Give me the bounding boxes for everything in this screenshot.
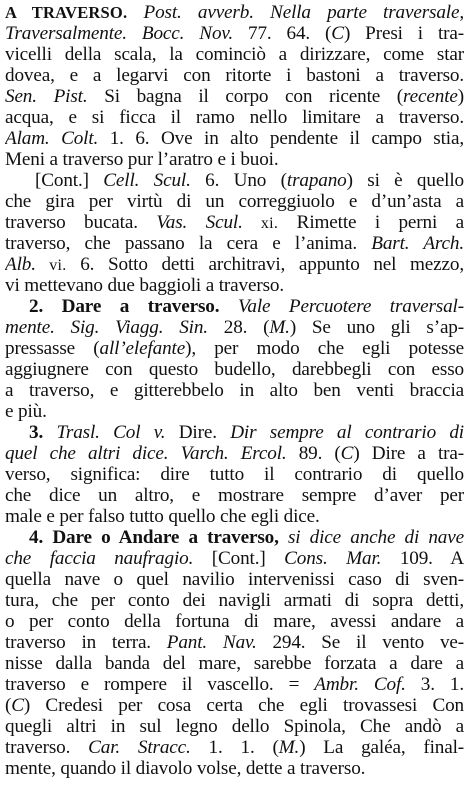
text-segment: che faccia naufragio. [5, 548, 194, 569]
text-segment: Alam. Colt. [5, 128, 99, 149]
text-segment: Si bagna il corpo con ricente ( [87, 86, 404, 107]
text-segment: quegli altri in sul legno dello Spinola, Che andò a [5, 716, 464, 737]
text-line [5, 695, 464, 716]
text-segment: che gira per virtù di un correggiuolo e d’un’asta a [5, 191, 464, 212]
text-line [5, 191, 464, 212]
text-line [5, 464, 464, 485]
text-segment: mente. Sig. Viagg. Sin. [5, 317, 208, 338]
text-segment: 6. Uno ( [190, 170, 287, 191]
text-segment: ) [457, 86, 464, 107]
text-segment: mente, quando il diavolo volse, dette a traverso. [5, 758, 366, 779]
text-segment: M. [269, 317, 290, 338]
text-segment: 109. A [381, 548, 464, 569]
text-segment: ) Se uno gli s’ap- [289, 317, 464, 338]
text-segment: Rimette i perni a [278, 212, 464, 233]
text-line [5, 128, 464, 149]
text-line [5, 2, 464, 23]
text-line [5, 485, 464, 506]
text-segment: vi. [35, 257, 67, 274]
text-segment: pressasse ( [5, 338, 100, 359]
text-segment: M. [278, 737, 300, 758]
text-segment: 1. 6. Ove in alto pendente il campo stia, [98, 128, 464, 149]
text-line [5, 254, 464, 275]
entry-text-body [5, 2, 464, 779]
text-segment: ) La galéa, final- [299, 737, 464, 758]
text-line [5, 296, 464, 317]
text-line [5, 548, 464, 569]
text-segment: traverso, che passano la cera e l’anima. [5, 233, 372, 254]
text-segment: ), per modo che egli potesse [185, 338, 464, 359]
text-segment: Sen. Pist. [5, 86, 88, 107]
text-segment: Traversalmente. Bocc. Nov. [5, 23, 233, 44]
text-line [5, 44, 464, 65]
text-segment: Alb. [5, 254, 36, 275]
text-segment: trapano [286, 170, 347, 191]
text-segment: ) si è quello [346, 170, 464, 191]
text-line [5, 401, 464, 422]
text-segment: C [340, 443, 354, 464]
text-segment: Cons. Mar. [284, 548, 382, 569]
text-segment: traverso. [5, 737, 89, 758]
text-segment: vicelli della scala, la cominciò a dirizzare, come star [5, 44, 464, 65]
text-segment: a traverso, e gitterebbelo in alto ben venti braccia [5, 380, 464, 401]
text-segment: 89. ( [286, 443, 341, 464]
text-line [5, 359, 464, 380]
text-line [5, 653, 464, 674]
text-line [5, 632, 464, 653]
text-segment: Vas. Scul. [156, 212, 243, 233]
text-line [5, 422, 464, 443]
text-line [5, 149, 464, 170]
text-segment: 2. [29, 296, 62, 317]
text-segment: Dire. [165, 422, 231, 443]
text-segment: 294. Se il vento ve- [256, 632, 464, 653]
text-segment: 3. 1. [405, 674, 464, 695]
text-segment: quella nave o quel navilio intervenissi caso di sven- [5, 569, 464, 590]
text-segment: 77. 64. ( [233, 23, 332, 44]
text-segment: Vale Percuotere traversal- [219, 296, 464, 317]
text-line [5, 86, 464, 107]
text-segment: Pant. Nav. [166, 632, 257, 653]
text-segment: e più. [5, 401, 47, 422]
text-line [5, 758, 464, 779]
text-segment: C [331, 23, 344, 44]
text-line [5, 233, 464, 254]
text-segment: ) Credesi per cosa certa che egli trovassesi Con [23, 695, 464, 716]
text-segment: aggiugnere con questo budello, darebbegli con esso [5, 359, 464, 380]
text-segment: tura, che per conto dei navigli armati di sopra detti, [5, 590, 464, 611]
text-segment: 28. ( [207, 317, 270, 338]
text-line [5, 212, 464, 233]
text-segment: traverso in terra. [5, 632, 167, 653]
text-line [5, 65, 464, 86]
text-line [5, 737, 464, 758]
text-line [5, 716, 464, 737]
text-segment: 3. [29, 422, 57, 443]
text-line [5, 527, 464, 548]
text-line [5, 23, 464, 44]
text-segment: Bart. Arch. [371, 233, 464, 254]
text-segment: o per conto della fortuna di mare, avessi andare a [5, 611, 464, 632]
text-line [5, 107, 464, 128]
text-segment: verso, significa: dire tutto il contrario di quello [5, 464, 464, 485]
text-segment: che dice un altro, e mostrare sempre d’aver per [5, 485, 464, 506]
text-segment: [Cont.] [35, 170, 104, 191]
text-segment: dovea, e a legarvi con ritorte i bastoni a traverso. [5, 65, 464, 86]
text-segment: ) Dire a tra- [353, 443, 464, 464]
text-segment: 4. [29, 527, 53, 548]
text-segment: xi. [242, 215, 279, 232]
text-line [5, 338, 464, 359]
text-segment: acqua, e si ficca il ramo nello limitare a traverso. [5, 107, 464, 128]
text-line [5, 590, 464, 611]
text-segment: Post. avverb. Nella parte traversale, [127, 2, 464, 23]
text-line [5, 380, 464, 401]
text-segment: Meni a traverso pur l’aratro e i buoi. [5, 149, 279, 170]
text-segment: C [11, 695, 24, 716]
text-line [5, 569, 464, 590]
text-segment: male e per falso tutto quello che egli dice. [5, 506, 320, 527]
text-segment: [Cont.] [193, 548, 285, 569]
text-segment: nisse dalla banda del mare, sarebbe forzata a dare a [5, 653, 464, 674]
text-segment: Trasl. Col v. [56, 422, 166, 443]
text-line [5, 611, 464, 632]
text-segment: 1. 1. ( [190, 737, 279, 758]
text-segment: Dir sempre al contrario di [230, 422, 464, 443]
text-line [5, 275, 464, 296]
text-segment: Dare o Andare a traverso, [52, 527, 279, 548]
text-segment: all’elefante [99, 338, 186, 359]
text-line [5, 443, 464, 464]
text-segment: ) Presi i tra- [343, 23, 464, 44]
text-line [5, 170, 464, 191]
text-segment: Car. Stracc. [88, 737, 191, 758]
text-segment: A TRAVERSO. [5, 3, 128, 22]
text-line [5, 674, 464, 695]
text-line [5, 317, 464, 338]
text-segment: recente [403, 86, 458, 107]
text-segment: Ambr. Cof. [314, 674, 406, 695]
text-segment: quel che altri dice. Varch. Ercol. [5, 443, 287, 464]
text-segment: traverso e rompere il vascello. = [5, 674, 315, 695]
text-segment: si dice anche di nave [278, 527, 464, 548]
text-segment: traverso bucata. [5, 212, 157, 233]
text-segment: 6. Sotto detti architravi, appunto nel mezzo, [66, 254, 464, 275]
text-segment: vi mettevano due baggioli a traverso. [5, 275, 284, 296]
text-segment: ( [5, 695, 12, 716]
text-line [5, 506, 464, 527]
text-segment: Dare a traverso. [61, 296, 220, 317]
text-segment: Cell. Scul. [103, 170, 191, 191]
